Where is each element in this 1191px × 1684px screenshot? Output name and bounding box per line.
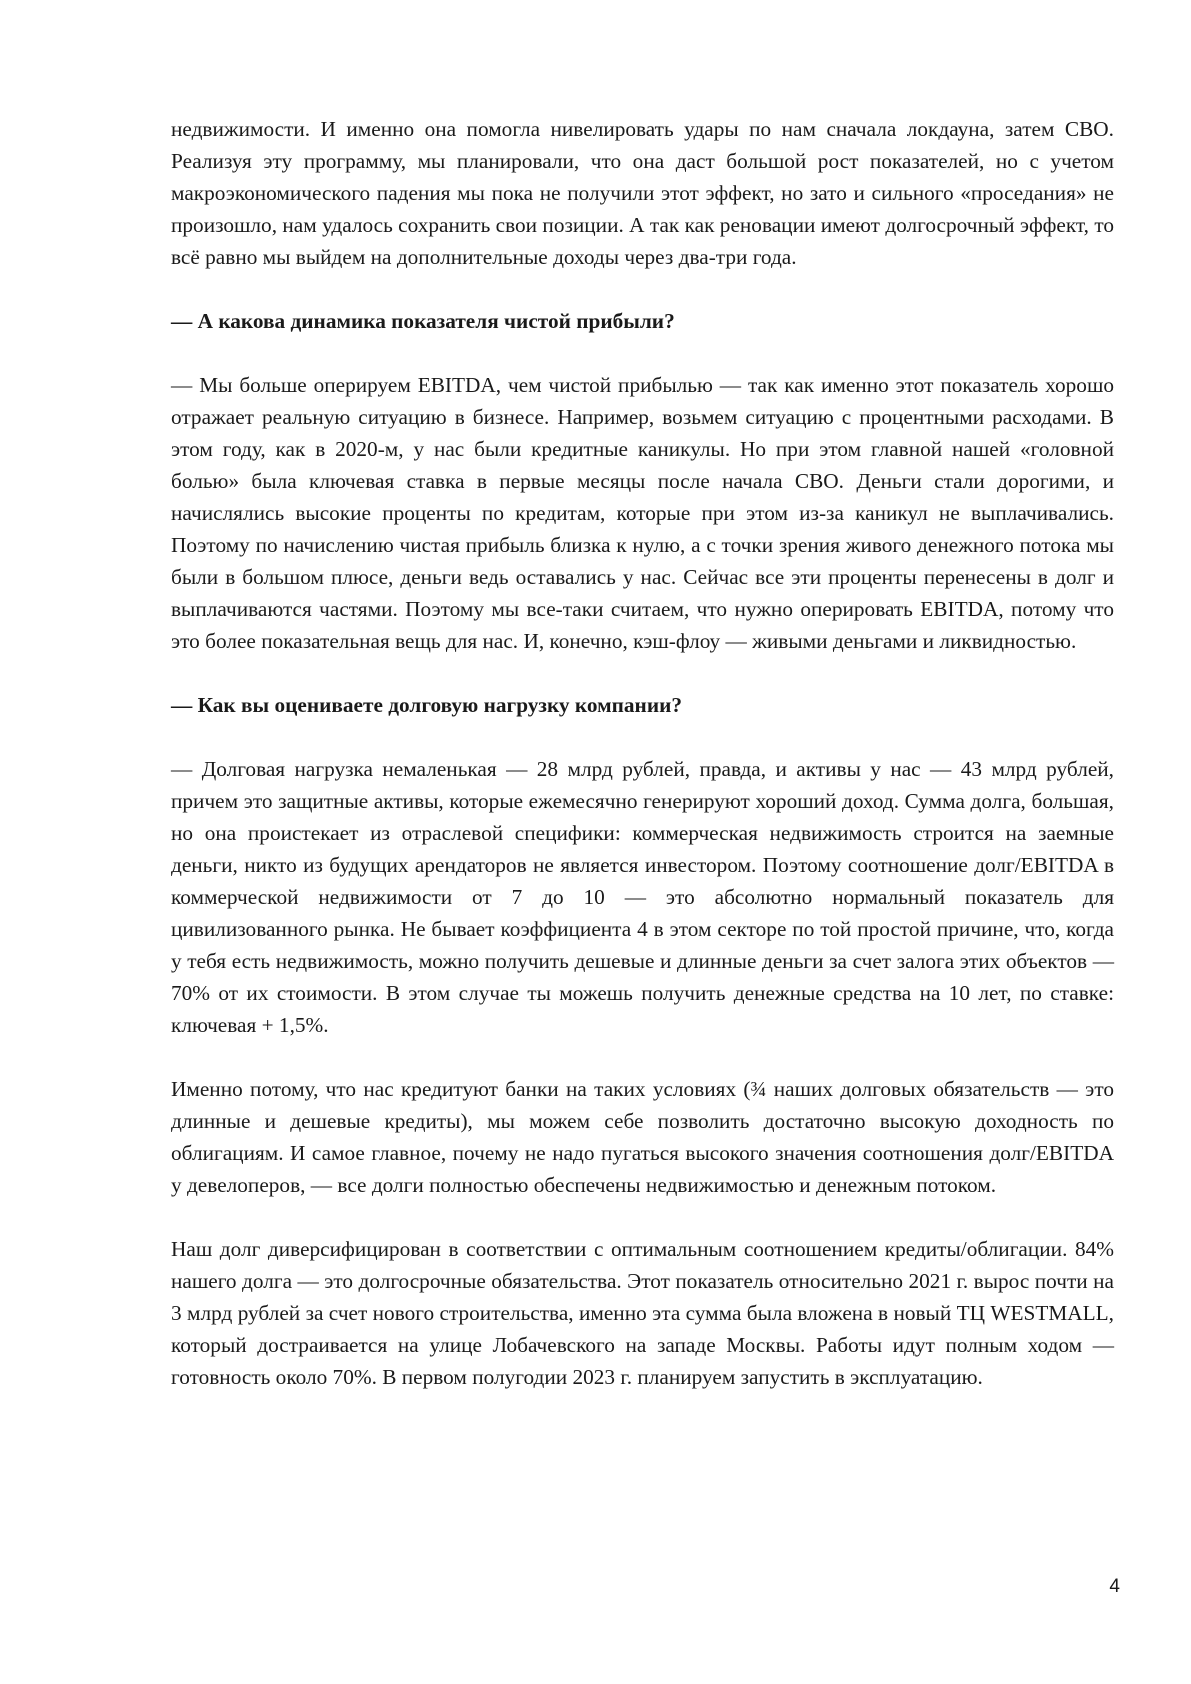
paragraph-debt-answer: — Долговая нагрузка немаленькая — 28 млрд рублей, правда, и активы у нас — 43 млрд рублей, причем это защитные активы, которые ежемесячно генерируют хороший доход. Сумма долга, большая, но она проистекает из отраслевой специфики: коммерческая недвижимость строится на заемные деньги, никто из будущих арендаторов не является инвестором. Поэтому соотношение долг/EBITDA в коммерческой недвижимости от 7 до 10 — это абсолютно нормальный показатель для цивилизованного рынка. Не бывает коэффициента 4 в этом секторе по той простой причине, что, когда у тебя есть недвижимость, можно получить дешевые и длинные деньги за счет залога этих объектов — 70% от их стоимости. В этом случае ты можешь получить денежные средства на 10 лет, по ставке: ключевая + 1,5%. [171,757,1114,1037]
paragraph-bank-credit: Именно потому, что нас кредитуют банки на таких условиях (¾ наших долговых обязательств — это длинные и дешевые кредиты), мы можем себе позволить достаточно высокую доходность по облигациям. И самое главное, почему не надо пугаться высокого значения соотношения долг/EBITDA у девелоперов, — все долги полностью обеспечены недвижимостью и денежным потоком. [171,1077,1114,1197]
question-debt-load: — Как вы оцениваете долговую нагрузку компании? [171,693,683,717]
question-net-profit: — А какова динамика показателя чистой прибыли? [171,309,675,333]
page-number: 4 [1109,1576,1120,1597]
page-body [171,113,1114,1425]
paragraph-renovation-effect: недвижимости. И именно она помогла нивелировать удары по нам сначала локдауна, затем СВО. Реализуя эту программу, мы планировали, что она даст большой рост показателей, но с учетом макроэкономического падения мы пока не получили этот эффект, но зато и сильного «проседания» не произошло, нам удалось сохранить свои позиции. А так как реновации имеют долгосрочный эффект, то всё равно мы выйдем на дополнительные доходы через два-три года. [171,117,1114,269]
paragraph-debt-diversification: Наш долг диверсифицирован в соответствии с оптимальным соотношением кредиты/облигации. 84% нашего долга — это долгосрочные обязательства. Этот показатель относительно 2021 г. вырос почти на 3 млрд рублей за счет нового строительства, именно эта сумма была вложена в новый ТЦ WESTMALL, который достраивается на улице Лобачевского на западе Москвы. Работы идут полным ходом — готовность около 70%. В первом полугодии 2023 г. планируем запустить в эксплуатацию. [171,1237,1114,1389]
paragraph-ebitda-answer: — Мы больше оперируем EBITDA, чем чистой прибылью — так как именно этот показатель хорошо отражает реальную ситуацию в бизнесе. Например, возьмем ситуацию с процентными расходами. В этом году, как в 2020-м, у нас были кредитные каникулы. Но при этом главной нашей «головной болью» была ключевая ставка в первые месяцы после начала СВО. Деньги стали дорогими, и начислялись высокие проценты по кредитам, которые при этом из-за каникул не выплачивались. Поэтому по начислению чистая прибыль близка к нулю, а с точки зрения живого денежного потока мы были в большом плюсе, деньги ведь оставались у нас. Сейчас все эти проценты перенесены в долг и выплачиваются частями. Поэтому мы все-таки считаем, что нужно оперировать EBITDA, потому что это более показательная вещь для нас. И, конечно, кэш-флоу — живыми деньгами и ликвидностью. [171,373,1114,653]
